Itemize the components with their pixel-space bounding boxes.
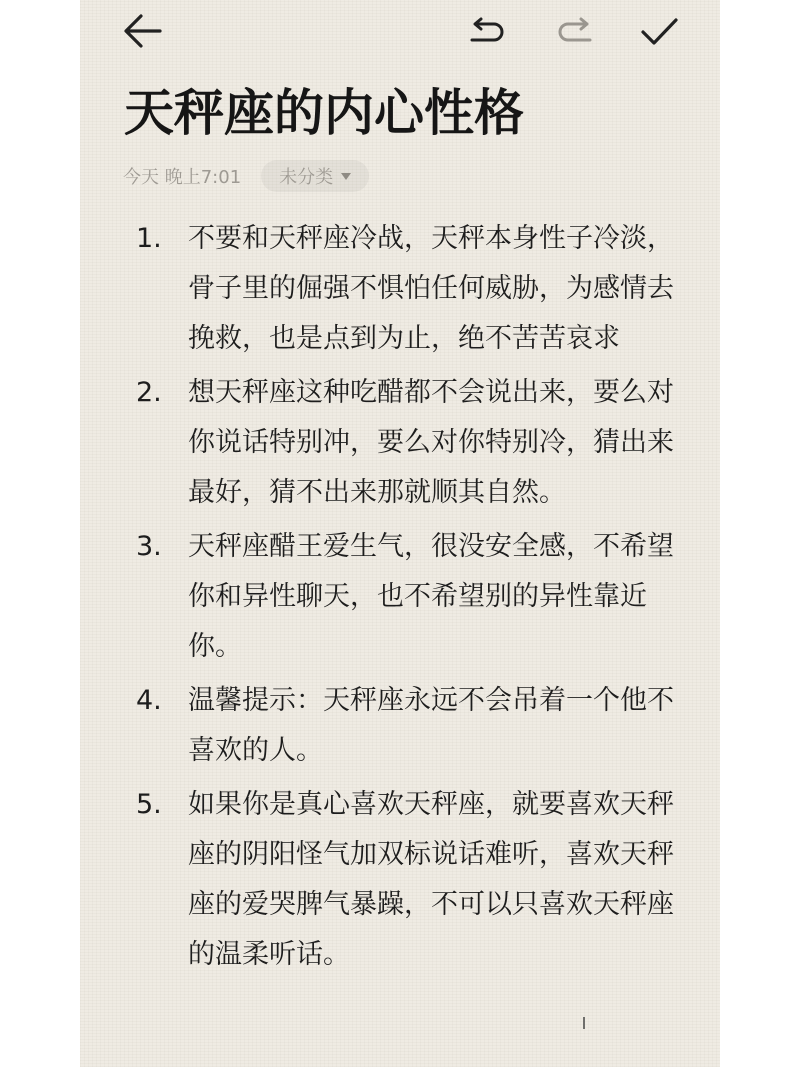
- list-number: 1.: [136, 223, 162, 254]
- list-item[interactable]: [136, 368, 681, 518]
- list-item-text: 想天秤座这种吃醋都不会说出来，要么对你说话特别冲，要么对你特别冷，猜出来最好，猜不出来那就顺其自然。: [188, 377, 674, 508]
- list-item-text: 温馨提示：天秤座永远不会吊着一个他不喜欢的人。: [188, 685, 674, 766]
- note-title[interactable]: 天秤座的内心性格: [124, 84, 524, 142]
- undo-icon: [464, 12, 510, 52]
- list-item-text: 如果你是真心喜欢天秤座，就要喜欢天秤座的阴阳怪气加双标说话难听，喜欢天秤座的爱哭脾气暴躁，不可以只喜欢天秤座的温柔听话。: [188, 789, 674, 970]
- list-number: 4.: [136, 685, 162, 716]
- done-button[interactable]: [636, 12, 682, 52]
- list-item-text: 不要和天秤座冷战，天秤本身性子冷淡，骨子里的倔强不惧怕任何威胁，为感情去挽救，也是点到为止，绝不苦苦哀求: [188, 223, 674, 354]
- redo-button[interactable]: [552, 12, 598, 52]
- list-item[interactable]: [136, 522, 681, 672]
- list-item[interactable]: [136, 780, 681, 980]
- text-cursor: [583, 1017, 585, 1029]
- list-item[interactable]: [136, 676, 681, 776]
- note-meta: [123, 160, 369, 192]
- note-date: 今天 晚上7:01: [123, 167, 242, 188]
- undo-button[interactable]: [464, 12, 510, 52]
- list-number: 2.: [136, 377, 162, 408]
- list-item[interactable]: [136, 214, 681, 364]
- list-item-text: 天秤座醋王爱生气，很没安全感，不希望你和异性聊天，也不希望别的异性靠近你。: [188, 531, 674, 662]
- dropdown-triangle-icon: [341, 173, 351, 180]
- back-button[interactable]: [118, 10, 168, 54]
- back-arrow-icon: [118, 10, 168, 54]
- note-editor-screen: [80, 0, 720, 1067]
- redo-icon: [552, 12, 598, 52]
- list-number: 3.: [136, 531, 162, 562]
- note-body-list[interactable]: [136, 214, 681, 984]
- category-dropdown[interactable]: [261, 160, 369, 192]
- category-label: 未分类: [279, 167, 334, 188]
- list-number: 5.: [136, 789, 162, 820]
- checkmark-icon: [636, 12, 682, 52]
